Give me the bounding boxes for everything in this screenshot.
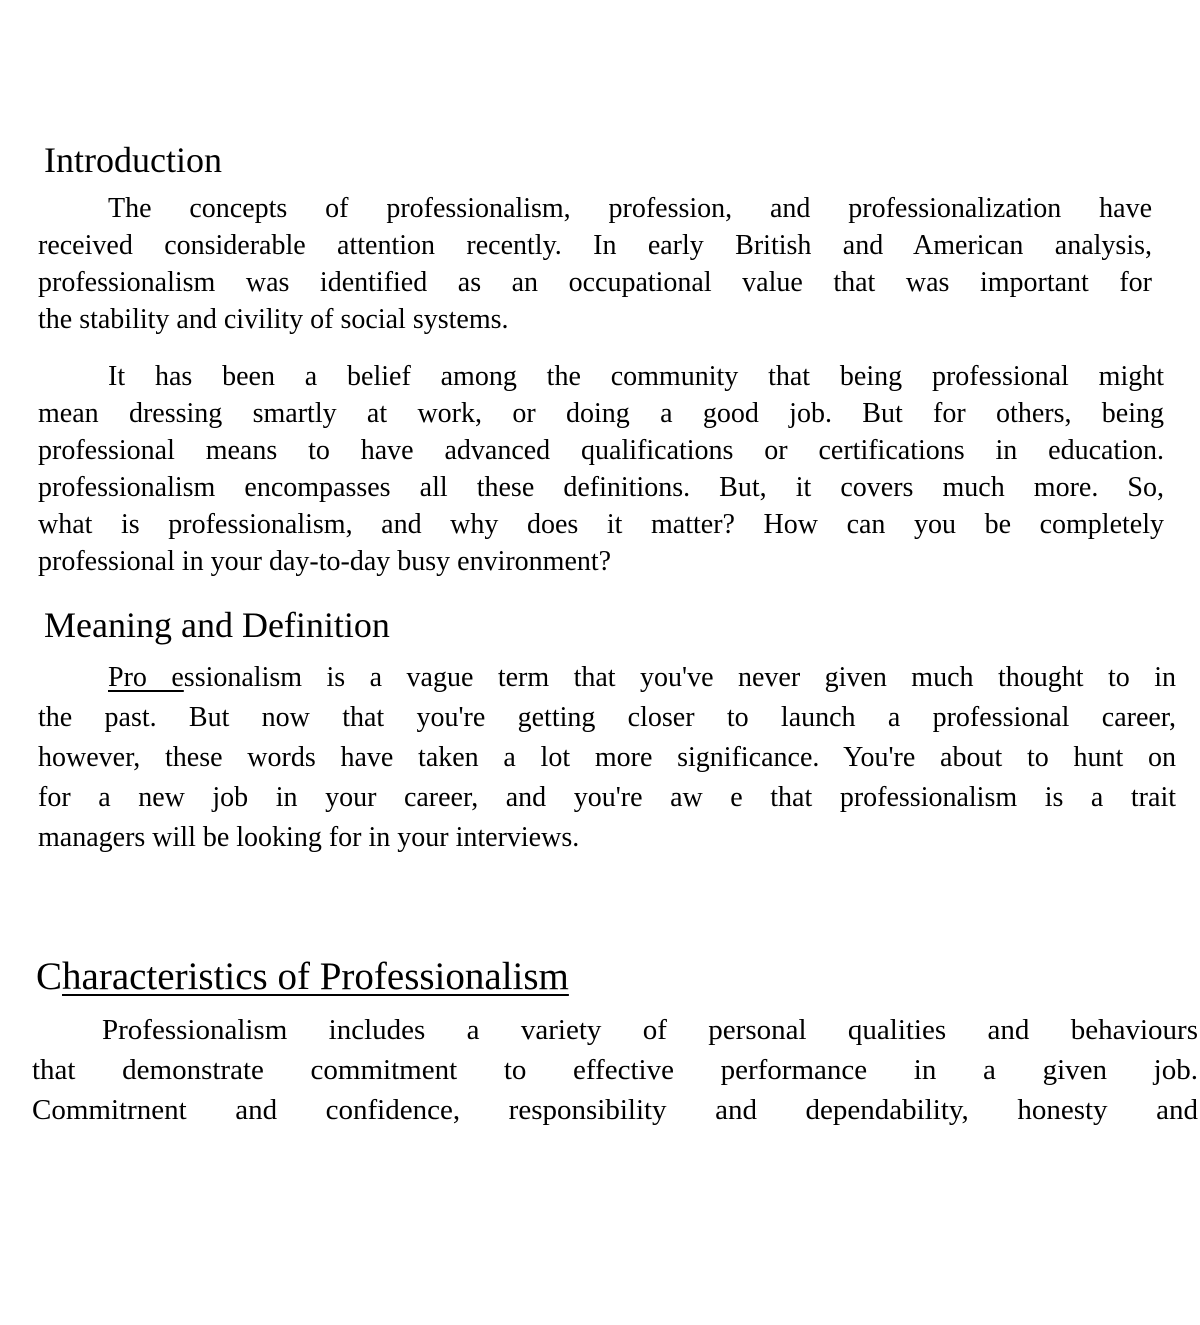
text-line: mean dressing smartly at work, or doing a good job. But for others, being: [38, 398, 1164, 429]
text-line: professional in your day-to-day busy environment?: [38, 546, 612, 577]
text-line: managers will be looking for in your interviews.: [38, 822, 580, 853]
text-line: professional means to have advanced qualifications or certifications in education.: [38, 435, 1164, 466]
paragraph-intro-2: [38, 358, 1164, 580]
text-line: Commitrnent and confidence, responsibility and dependability, honesty and: [32, 1094, 1198, 1126]
text-line: the past. But now that you're getting closer to launch a professional career,: [38, 702, 1176, 733]
text-line: Professionalism includes a variety of personal qualities and behaviours: [102, 1014, 1198, 1046]
text-line: however, these words have taken a lot more significance. You're about to hunt on: [38, 742, 1176, 773]
text-line: what is professionalism, and why does it matter? How can you be completely: [38, 509, 1164, 540]
underlined-text: Pro e: [108, 662, 184, 693]
text-fragment: ssionalism is a vague term that you've never given much thought to in: [183, 662, 1176, 693]
paragraph-meaning: [38, 658, 1176, 858]
heading-underlined-text: haracteristics of Professionalism: [62, 955, 569, 998]
text-line: The concepts of professionalism, profession, and professionalization have: [108, 193, 1152, 224]
text-line: that demonstrate commitment to effective performance in a given job.: [32, 1054, 1198, 1086]
text-line: It has been a belief among the community that being professional might: [108, 361, 1164, 392]
text-line: the stability and civility of social systems.: [38, 304, 509, 335]
text-line: [38, 658, 1176, 698]
text-line: professionalism was identified as an occupational value that was important for: [38, 267, 1152, 298]
text-line: received considerable attention recently. In early British and American analysis,: [38, 230, 1152, 261]
paragraph-characteristics: [32, 1010, 1198, 1130]
heading-characteristics: [36, 957, 569, 997]
text-line: for a new job in your career, and you're aw e that professionalism is a trait: [38, 782, 1176, 813]
heading-first-letter: C: [36, 955, 63, 998]
paragraph-intro-1: [38, 190, 1152, 338]
heading-introduction: Introduction: [44, 140, 222, 180]
text-line: professionalism encompasses all these definitions. But, it covers much more. So,: [38, 472, 1164, 503]
heading-meaning-definition: Meaning and Definition: [44, 605, 390, 645]
